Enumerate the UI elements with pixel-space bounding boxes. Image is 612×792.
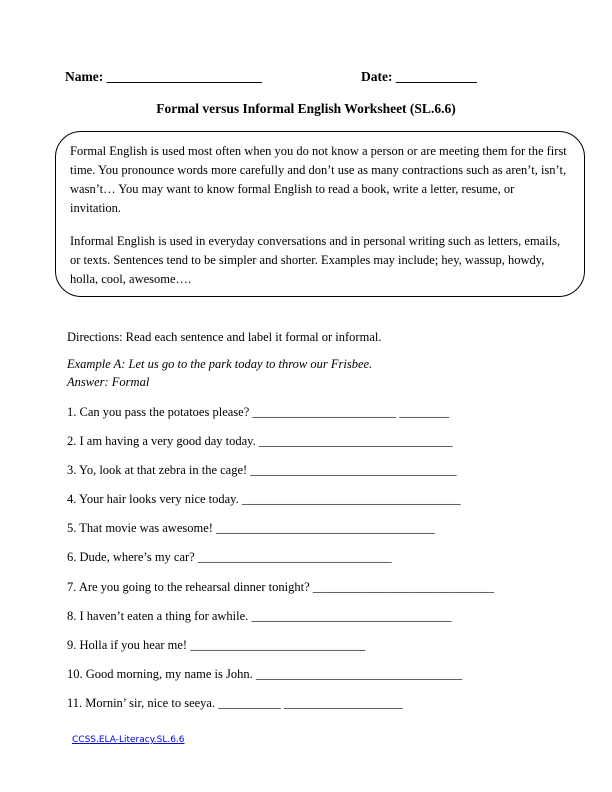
answer-blank-line: _________________________________ bbox=[255, 666, 463, 681]
question-row bbox=[67, 462, 582, 479]
question-text: I haven’t eaten a thing for awhile. bbox=[79, 608, 249, 623]
question-row bbox=[67, 549, 582, 566]
question-row bbox=[67, 608, 582, 625]
question-row bbox=[67, 637, 582, 654]
question-text: Holla if you hear me! bbox=[79, 637, 188, 652]
page-title: Formal versus Informal English Worksheet (SL.6.6) bbox=[156, 101, 456, 116]
question-row bbox=[67, 433, 582, 450]
info-paragraph-formal: Formal English is used most often when you do not know a person or are meeting them for the first time. You pronounce words more carefully and don’t use as many contractions such as aren’t, isn’t, wasn’t… You may want to know formal English to read a book, write a letter, resume, or invitation. bbox=[70, 144, 567, 215]
question-number: 6. bbox=[67, 550, 77, 565]
answer-blank-line: _______________________ ________ bbox=[252, 405, 450, 419]
question-number: 4. bbox=[67, 492, 77, 507]
question-row bbox=[67, 520, 582, 537]
answer-blank-line: _________________________________ bbox=[250, 463, 457, 478]
date-field bbox=[361, 69, 477, 85]
question-row bbox=[67, 491, 582, 508]
answer-blank-line: __________ ___________________ bbox=[218, 695, 403, 710]
footer bbox=[72, 729, 185, 747]
date-label: Date: bbox=[361, 69, 393, 84]
question-text: Are you going to the rehearsal dinner tonight? bbox=[78, 579, 310, 594]
answer-blank-line: _____________________________ bbox=[312, 579, 495, 594]
header bbox=[65, 69, 572, 85]
question-text: That movie was awesome! bbox=[79, 521, 213, 536]
question-number: 1. bbox=[67, 405, 77, 419]
directions-text: Directions: Read each sentence and label it formal or informal. bbox=[67, 330, 382, 344]
question-number: 10. bbox=[67, 666, 83, 681]
question-row bbox=[67, 695, 582, 712]
question-number: 11. bbox=[67, 695, 83, 710]
question-number: 5. bbox=[67, 521, 77, 536]
question-row bbox=[67, 579, 582, 596]
question-text: Your hair looks very nice today. bbox=[79, 492, 239, 507]
answer-blank-line: ________________________________ bbox=[251, 608, 452, 623]
question-number: 8. bbox=[67, 608, 77, 623]
answer-blank-line: _______________________________ bbox=[258, 434, 453, 449]
question-text: Dude, where’s my car? bbox=[79, 550, 195, 565]
question-text: Can you pass the potatoes please? bbox=[79, 405, 250, 419]
date-blank-line: ____________ bbox=[395, 69, 477, 84]
question-list bbox=[67, 404, 582, 724]
question-row bbox=[67, 404, 582, 421]
answer-blank-line: _______________________________ bbox=[197, 550, 392, 565]
example-prompt: Example A: Let us go to the park today to throw our Frisbee. bbox=[67, 357, 373, 371]
question-number: 3. bbox=[67, 463, 77, 478]
answer-blank-line: ___________________________________ bbox=[241, 492, 461, 507]
example-block bbox=[67, 356, 372, 391]
ccss-standard-link[interactable]: CCSS.ELA-Literacy.SL.6.6 bbox=[72, 735, 185, 745]
question-text: I am having a very good day today. bbox=[79, 434, 256, 449]
answer-blank-line: ____________________________ bbox=[190, 637, 366, 652]
name-label: Name: bbox=[65, 69, 104, 84]
answer-blank-line: ___________________________________ bbox=[216, 521, 435, 536]
info-box bbox=[55, 131, 585, 297]
question-row bbox=[67, 666, 582, 683]
question-number: 2. bbox=[67, 434, 77, 449]
info-paragraph-informal: Informal English is used in everyday conversations and in personal writing such as letters, emails, or texts. Sentences tend to be simpler and shorter. Examples may include; hey, wassup, howdy, holla, cool, awesome…. bbox=[70, 234, 561, 286]
question-text: Mornin’ sir, nice to seeya. bbox=[85, 695, 216, 710]
name-blank-line: _______________________ bbox=[106, 69, 262, 84]
question-number: 7. bbox=[67, 579, 77, 594]
question-number: 9. bbox=[67, 637, 77, 652]
example-answer: Answer: Formal bbox=[67, 374, 150, 389]
question-text: Yo, look at that zebra in the cage! bbox=[79, 463, 248, 478]
name-field bbox=[65, 69, 262, 84]
question-text: Good morning, my name is John. bbox=[85, 666, 253, 681]
